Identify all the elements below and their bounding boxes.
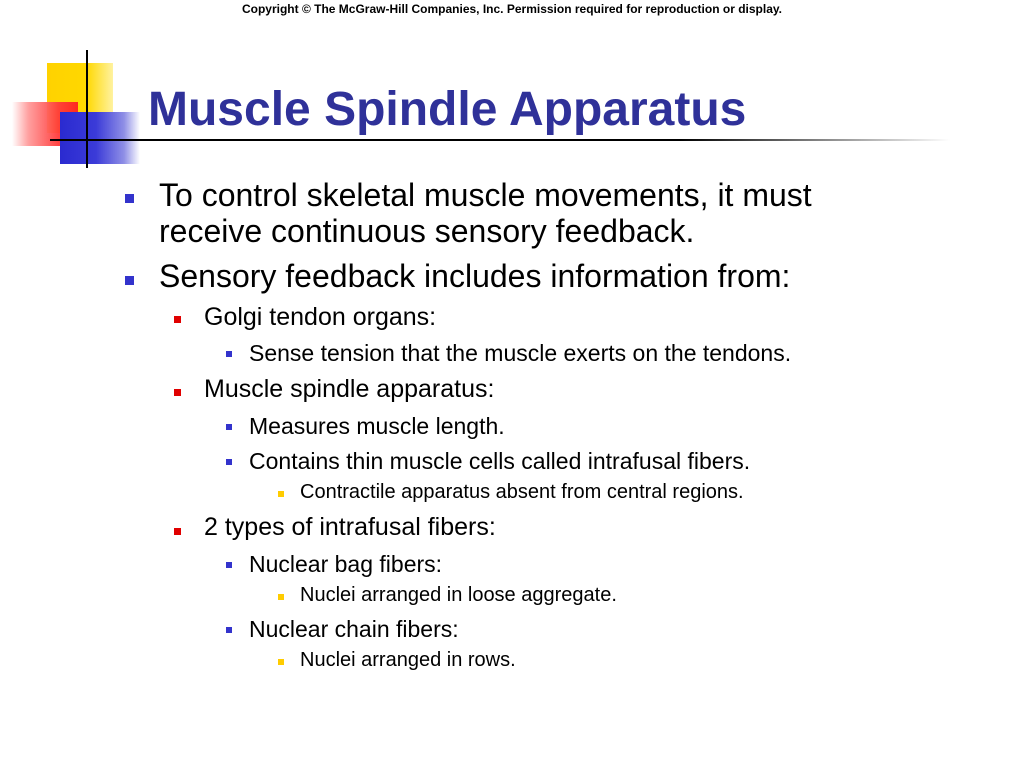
- title-underline-divider: [50, 139, 950, 141]
- bullet-item: Contractile apparatus absent from central regions.: [300, 481, 744, 503]
- bullet-marker: [174, 528, 181, 535]
- bullet-marker: [226, 351, 232, 357]
- slide-logo-graphic: [0, 0, 160, 180]
- logo-vertical-line: [86, 50, 88, 168]
- bullet-item: Nuclei arranged in rows.: [300, 649, 516, 671]
- bullet-marker: [278, 659, 284, 665]
- bullet-marker: [226, 562, 232, 568]
- bullet-item: Nuclear chain fibers:: [249, 616, 459, 642]
- bullet-marker: [174, 316, 181, 323]
- bullet-item: [159, 213, 694, 250]
- slide-title: Muscle Spindle Apparatus: [148, 83, 747, 136]
- bullet-item: Measures muscle length.: [249, 413, 505, 439]
- bullet-item: Nuclei arranged in loose aggregate.: [300, 584, 617, 606]
- bullet-item: Muscle spindle apparatus:: [204, 375, 495, 403]
- bullet-item: Sense tension that the muscle exerts on the tendons.: [249, 340, 792, 366]
- bullet-item: Sensory feedback includes information from:: [159, 258, 791, 294]
- bullet-item: Golgi tendon organs:: [204, 303, 437, 331]
- copyright-notice: Copyright © The McGraw-Hill Companies, Inc. Permission required for reproduction or display.: [241, 2, 783, 16]
- logo-blue-square: [60, 112, 140, 164]
- bullet-text-line: To control skeletal muscle movements, it must: [159, 177, 812, 213]
- bullet-item: [159, 177, 812, 214]
- bullet-marker: [278, 491, 284, 497]
- bullet-item: Nuclear bag fibers:: [249, 551, 443, 577]
- bullet-marker: [226, 627, 232, 633]
- bullet-marker: [174, 389, 181, 396]
- bullet-marker: [125, 194, 134, 203]
- bullet-item: 2 types of intrafusal fibers:: [204, 513, 496, 541]
- bullet-text-line: receive continuous sensory feedback.: [159, 213, 695, 249]
- bullet-marker: [278, 594, 284, 600]
- bullet-item: Contains thin muscle cells called intrafusal fibers.: [249, 448, 751, 474]
- bullet-marker: [226, 459, 232, 465]
- bullet-marker: [125, 276, 134, 285]
- bullet-marker: [226, 424, 232, 430]
